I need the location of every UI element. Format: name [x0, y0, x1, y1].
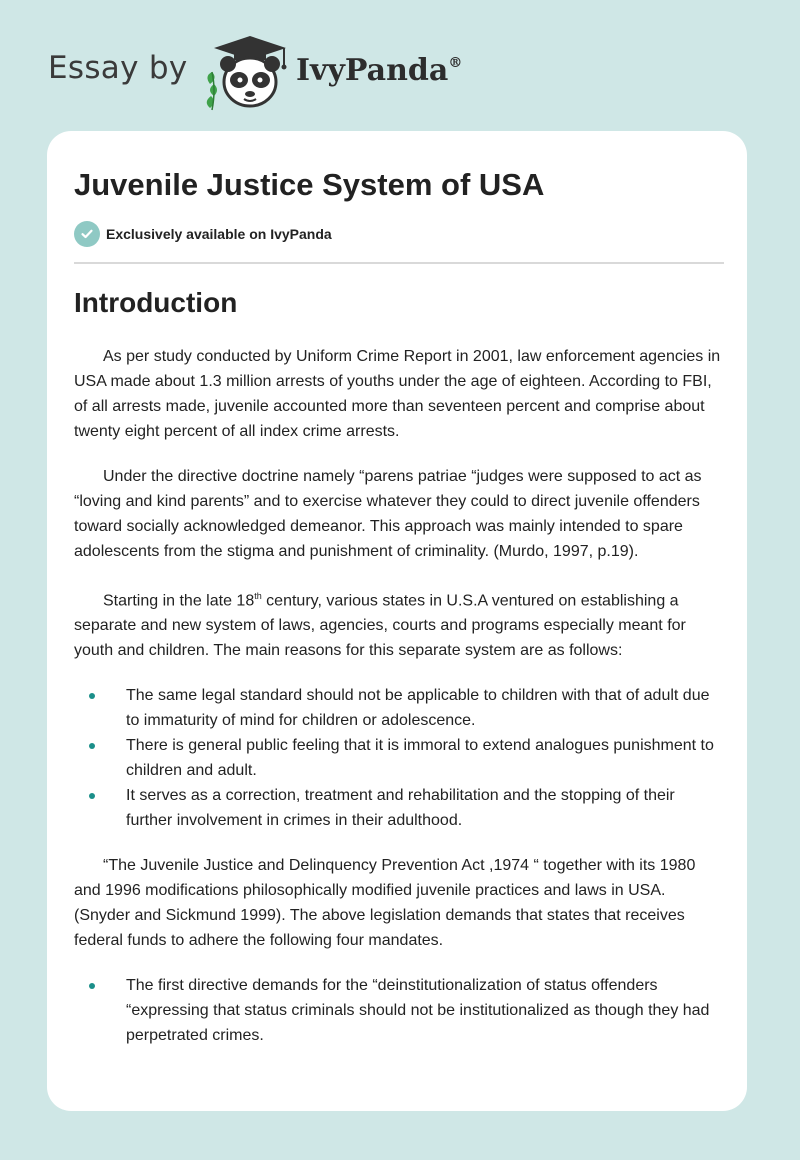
paragraph-4: “The Juvenile Justice and Delinquency Prevention Act ,1974 “ together with its 1980 and 1996 modifications philosophically modified juvenile practices and laws in USA. (Snyder and Sickmund 1999). The above legislation demands that states that receives federal funds to adhere the following four mandates. [74, 857, 696, 950]
brand-name[interactable]: IvyPanda® [296, 53, 463, 88]
exclusive-badge [74, 221, 332, 247]
bullet-icon [89, 793, 95, 799]
site-header [0, 0, 800, 130]
list-item: The same legal standard should not be applicable to children with that of adult due to immaturity of mind for children or adolescence. [74, 683, 724, 733]
section-heading: Introduction [74, 287, 238, 318]
essay-body [74, 344, 724, 1068]
panda-logo-icon [200, 36, 292, 112]
list-item: It serves as a correction, treatment and rehabilitation and the stopping of their further involvement in crimes in their adulthood. [74, 783, 724, 833]
reasons-list [74, 683, 724, 833]
list-item: There is general public feeling that it is immoral to extend analogues punishment to children and adult. [74, 733, 724, 783]
bullet-icon [89, 693, 95, 699]
essay-card [47, 131, 747, 1111]
check-circle-icon [74, 221, 100, 247]
bullet-icon [89, 743, 95, 749]
registered-mark: ® [448, 55, 463, 71]
paragraph-1: As per study conducted by Uniform Crime Report in 2001, law enforcement agencies in USA made about 1.3 million arrests of youths under the age of eighteen. According to FBI, of all arrests made, juvenile accounted more than seventeen percent and comprise about twenty eight percent of all index crime arrests. [74, 348, 721, 440]
mandates-list [74, 973, 724, 1048]
exclusive-label: Exclusively available on IvyPanda [106, 226, 332, 242]
paragraph-3: Starting in the late 18th century, various states in U.S.A ventured on establishing a separate and new system of laws, agencies, courts and programs especially meant for youth and children. The main reasons for this separate system are as follows: [74, 591, 686, 660]
essay-title: Juvenile Justice System of USA [74, 167, 545, 202]
divider [74, 262, 724, 264]
paragraph-2: Under the directive doctrine namely “parens patriae “judges were supposed to act as “loving and kind parents” and to exercise whatever they could to direct juvenile offenders toward socially acknowledged demeanor. This approach was mainly intended to spare adolescents from the stigma and punishment of criminality. (Murdo, 1997, p.19). [74, 468, 702, 560]
bullet-icon [89, 983, 95, 989]
essay-by-label: Essay by [48, 50, 188, 86]
list-item: The first directive demands for the “deinstitutionalization of status offenders “expressing that status criminals should not be institutionalized as though they had perpetrated crimes. [74, 973, 724, 1048]
